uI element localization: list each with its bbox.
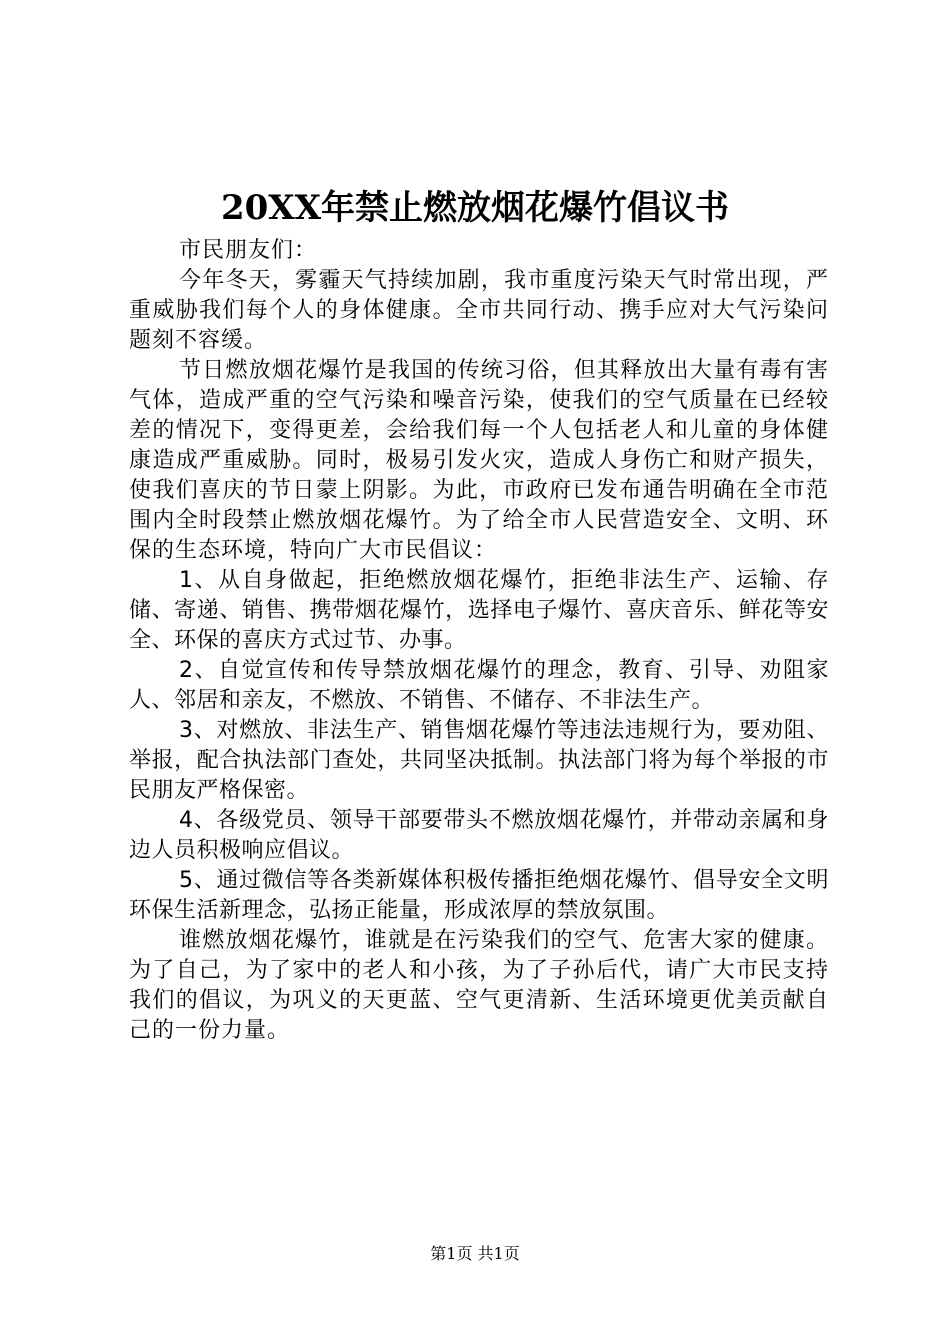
paragraph-background: 节日燃放烟花爆竹是我国的传统习俗，但其释放出大量有毒有害气体，造成严重的空气污染和噪音污染，使我们的空气质量在已经较差的情况下，变得更差，会给我们每一个人包括老人和儿童的身体健康造成严重威胁。同时，极易引发火灾，造成人身伤亡和财产损失，使我们喜庆的节日蒙上阴影。为此，市政府已发布通告明确在全市范围内全时段禁止燃放烟花爆竹。为了给全市人民营造安全、文明、环保的生态环境，特向广大市民倡议： bbox=[129, 358, 829, 563]
proposal-item-5: 5、通过微信等各类新媒体积极传播拒绝烟花爆竹、倡导安全文明环保生活新理念，弘扬正能量，形成浓厚的禁放氛围。 bbox=[129, 868, 829, 923]
paragraph-closing: 谁燃放烟花爆竹，谁就是在污染我们的空气、危害大家的健康。为了自己，为了家中的老人和小孩，为了子孙后代，请广大市民支持我们的倡议，为巩义的天更蓝、空气更清新、生活环境更优美贡献自己的一份力量。 bbox=[129, 928, 829, 1043]
proposal-item-4: 4、各级党员、领导干部要带头不燃放烟花爆竹，并带动亲属和身边人员积极响应倡议。 bbox=[129, 808, 829, 863]
document-body bbox=[129, 236, 829, 1046]
paragraph-intro: 今年冬天，雾霾天气持续加剧，我市重度污染天气时常出现，严重威胁我们每个人的身体健康。全市共同行动、携手应对大气污染问题刻不容缓。 bbox=[129, 268, 829, 353]
salutation: 市民朋友们： bbox=[179, 238, 318, 263]
proposal-item-2: 2、自觉宣传和传导禁放烟花爆竹的理念，教育、引导、劝阻家人、邻居和亲友，不燃放、不销售、不储存、不非法生产。 bbox=[129, 658, 829, 713]
page-footer: 第1页 共1页 bbox=[430, 1244, 520, 1263]
proposal-item-1: 1、从自身做起，拒绝燃放烟花爆竹，拒绝非法生产、运输、存储、寄递、销售、携带烟花爆竹，选择电子爆竹、喜庆音乐、鲜花等安全、环保的喜庆方式过节、办事。 bbox=[129, 568, 829, 653]
document-title: 20XX年禁止燃放烟花爆竹倡议书 bbox=[220, 188, 730, 228]
proposal-item-3: 3、对燃放、非法生产、销售烟花爆竹等违法违规行为，要劝阻、举报，配合执法部门查处，共同坚决抵制。执法部门将为每个举报的市民朋友严格保密。 bbox=[129, 718, 829, 803]
